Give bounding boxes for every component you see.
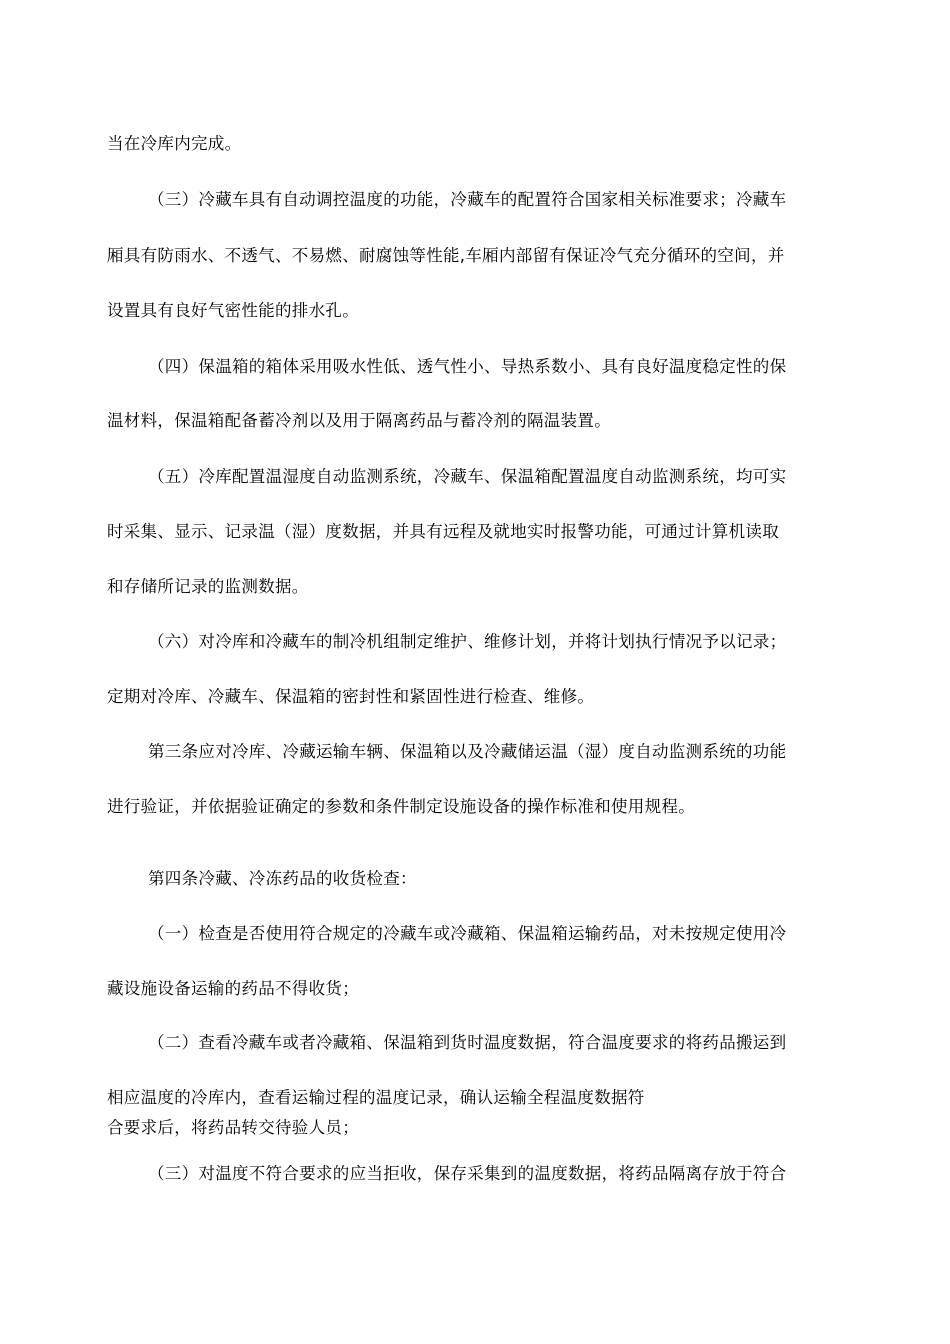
text-line: 第四条冷藏、冷冻药品的收货检查： [148,869,417,888]
text-line: 藏设施设备运输的药品不得收货； [107,979,359,998]
text-line: 定期对冷库、冷藏车、保温箱的密封性和紧固性进行检查、维修。 [107,687,595,706]
text-line: （二）查看冷藏车或者冷藏箱、保温箱到货时温度数据，符合温度要求的将药品搬运到 [148,1033,787,1052]
text-line: （五）冷库配置温湿度自动监测系统，冷藏车、保温箱配置温度自动监测系统，均可实 [148,467,787,486]
text-line: 和存储所记录的监测数据。 [107,577,309,596]
text-line: 当在冷库内完成。 [107,134,242,153]
text-line: （三）冷藏车具有自动调控温度的功能，冷藏车的配置符合国家相关标准要求；冷藏车 [148,190,787,209]
text-line: 厢具有防雨水、不透气、不易燃、耐腐蚀等性能,车厢内部留有保证冷气充分循环的空间，并 [107,246,785,265]
text-line: 合要求后，将药品转交待验人员； [107,1118,359,1137]
text-line: 进行验证，并依据验证确定的参数和条件制定设施设备的操作标准和使用规程。 [107,797,695,816]
text-line: 时采集、显示、记录温（湿）度数据，并具有远程及就地实时报警功能，可通过计算机读取 [107,522,779,541]
text-line: 温材料，保温箱配备蓄冷剂以及用于隔离药品与蓄冷剂的隔温装置。 [107,411,611,430]
text-line: 相应温度的冷库内，查看运输过程的温度记录，确认运输全程温度数据符 [107,1088,645,1107]
text-line: 第三条应对冷库、冷藏运输车辆、保温箱以及冷藏储运温（湿）度自动监测系统的功能 [148,742,787,761]
text-line: 设置具有良好气密性能的排水孔。 [107,301,359,320]
text-line: （一）检查是否使用符合规定的冷藏车或冷藏箱、保温箱运输药品，对未按规定使用冷 [148,924,787,943]
text-line: （三）对温度不符合要求的应当拒收，保存采集到的温度数据，将药品隔离存放于符合 [148,1164,787,1183]
text-line: （六）对冷库和冷藏车的制冷机组制定维护、维修计划，并将计划执行情况予以记录； [148,632,787,651]
text-line: （四）保温箱的箱体采用吸水性低、透气性小、导热系数小、具有良好温度稳定性的保 [148,357,787,376]
